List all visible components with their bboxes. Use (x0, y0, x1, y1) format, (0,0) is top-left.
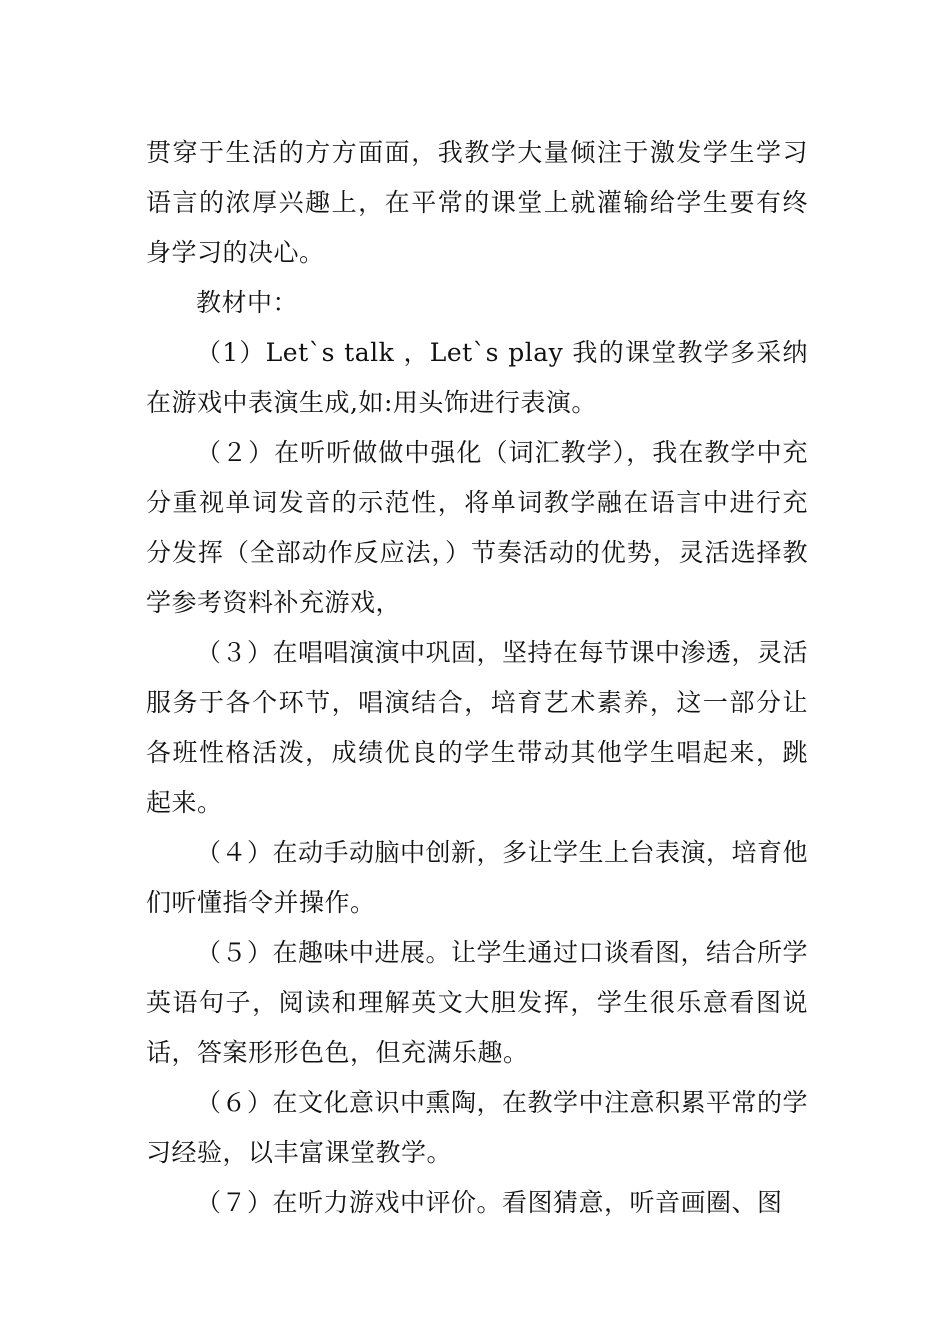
paragraph-6-item-4: （４）在动手动脑中创新，多让学生上台表演，培育他们听懂指令并操作。 (146, 838, 809, 917)
paragraph-7-item-5: （５）在趣味中进展。让学生通过口谈看图，结合所学英语句子，阅读和理解英文大胆发挥，学生很乐意看图说话，答案形形色色，但充满乐趣。 (146, 938, 809, 1067)
document-page (146, 128, 808, 1228)
paragraph-8-item-6: （６）在文化意识中熏陶，在教学中注意积累平常的学习经验，以丰富课堂教学。 (146, 1088, 809, 1167)
paragraph-2-heading: 教材中： (196, 288, 299, 317)
paragraph-4-item-2: （２）在听听做做中强化（词汇教学），我在教学中充分重视单词发音的示范性，将单词教学融在语言中进行充分发挥（全部动作反应法，）节奏活动的优势，灵活选择教学参考资料补充游戏， (146, 438, 808, 617)
paragraph-3-item-1: （1）Let`s talk ，Let`s play 我的课堂教学多采纳在游戏中表演生成,如:用头饰进行表演。 (146, 338, 808, 417)
paragraph-5-item-3: （３）在唱唱演演中巩固，坚持在每节课中渗透，灵活服务于各个环节，唱演结合，培育艺术素养，这一部分让各班性格活泼，成绩优良的学生带动其他学生唱起来，跳起来。 (146, 638, 809, 817)
paragraph-9-item-7: （７）在听力游戏中评价。看图猜意，听音画圈、图 (196, 1188, 783, 1217)
paragraph-1: 贯穿于生活的方方面面，我教学大量倾注于激发学生学习语言的浓厚兴趣上，在平常的课堂上就灌输给学生要有终身学习的决心。 (146, 138, 808, 267)
